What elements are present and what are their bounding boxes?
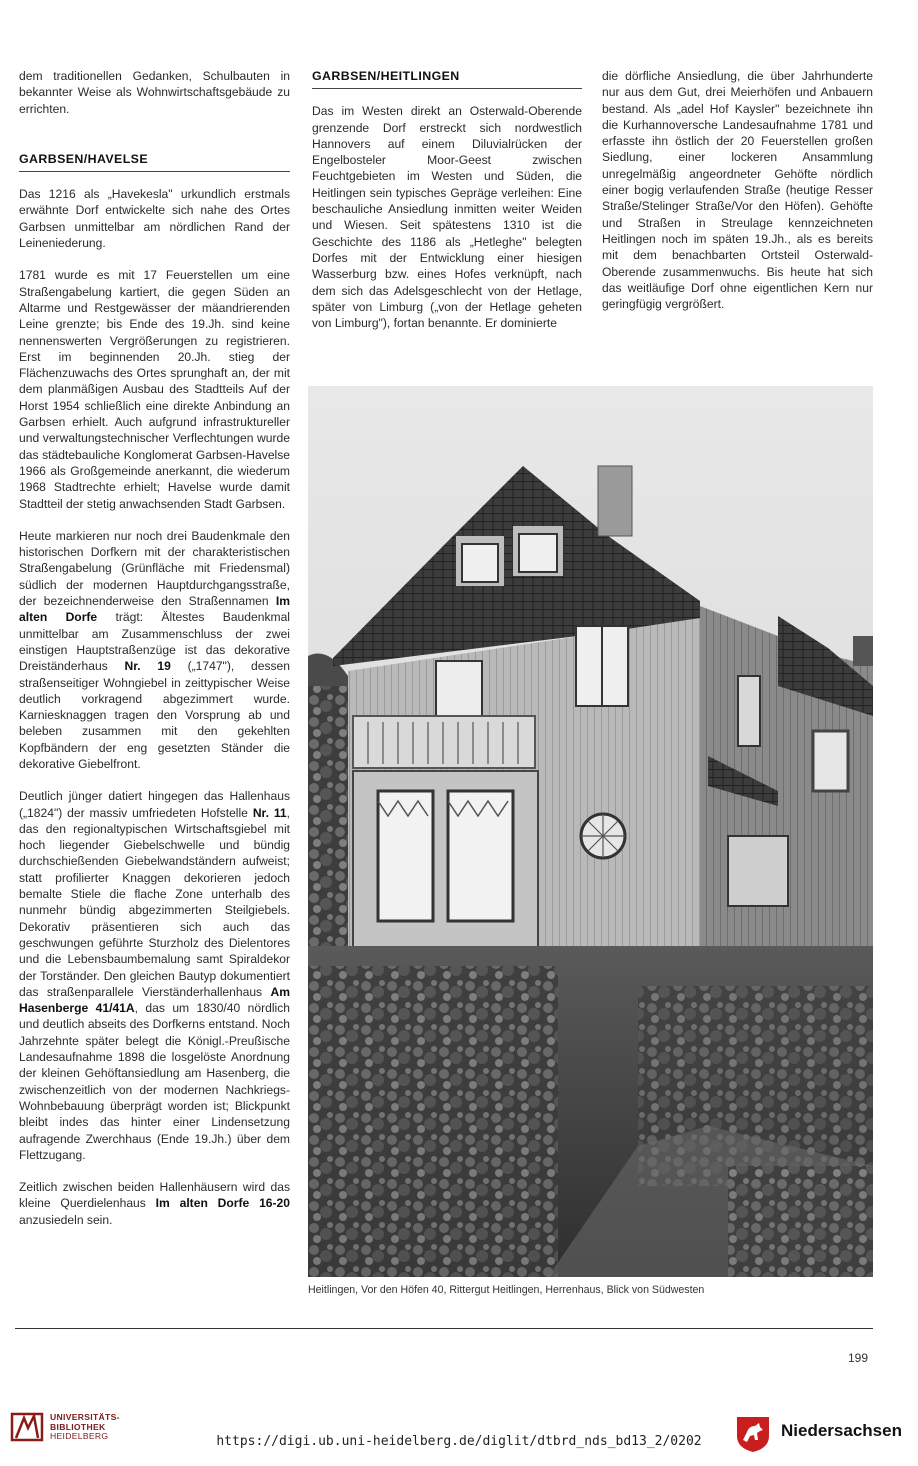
paragraph: Das 1216 als „Havekesla" urkundlich erstmals erwähnte Dorf entwickelte sich nahe des Ortes Garbsen unmittelbar am nördlichen Rand der Leineniederung. xyxy=(19,187,290,251)
footer-bar xyxy=(0,1396,918,1466)
text-column-1 xyxy=(19,68,290,1244)
uni-line: BIBLIOTHEK xyxy=(50,1421,106,1432)
source-url-link[interactable]: https://digi.ub.uni-heidelberg.de/diglit/dtbrd_nds_bd13_2/0202 xyxy=(216,1434,702,1449)
intro-paragraph: dem traditionellen Gedanken, Schulbauten in bekannter Weise als Wohnwirtschaftsgebäude zu errichten. xyxy=(19,69,290,116)
footer-rule xyxy=(15,1328,873,1329)
uni-line: UNIVERSITÄTS- xyxy=(50,1412,120,1422)
text-span: , das um 1830/40 nördlich und deutlich abseits des Dorfkerns entstand. Noch Jahrzehnte später belegt die Königl.-Preußische Landesaufnahme 1898 die losgelöste Anordnung der kleinen Gehöftansiedlung am Hasenberg, die zwischenzeitlich von der modernen Nachkriegs-Wohnbebauung überprägt worden ist; Blickpunkt bleibt indes das hinter einer Lindensetzung aufragende Zwerchhaus (Ende 19.Jh.) über dem Flettzugang. xyxy=(19,1001,290,1162)
text-span: („1747"), dessen straßenseitiger Wohngiebel in zeittypischer Weise deutlich vorkragend abgezimmert wurde. Karniesknaggen tragen den Vorsprung ab und beleben zusammen mit den gekehlten Kopfbändern der eng gesetzten Ständer die dekorative Giebelfront. xyxy=(19,659,290,771)
niedersachsen-label: Niedersachsen xyxy=(781,1421,902,1440)
street-name-bold: Im alten Dorfe 16-20 xyxy=(155,1196,290,1211)
street-name-bold: Am Hasenberge 41/41A xyxy=(19,984,290,1016)
section-heading-havelse: GARBSEN/HAVELSE xyxy=(19,151,290,172)
text-column-3 xyxy=(602,68,873,328)
text-span: , das den regionaltypischen Wirtschaftsgiebel mit hoch liegender Giebelschwelle und bündig durchschießenden Giebelwandständern aufweist; statt profilierter Knaggen dekorieren jedoch bemalte Stiele die flache Zone unterhalb des nunmehr bündig abgezimmerten Steilgiebels. Dekorativ präsentieren sich auch das geschwungen geführte Sturzholz des Dielentores und die Lebensbaumbemalung samt Spiraldekor der Torständer. Den gleichen Bautyp dokumentiert das straßenparallele Vierständerhallenhaus xyxy=(19,805,291,999)
house-number-bold: Nr. 19 xyxy=(124,659,171,674)
paragraph xyxy=(19,1179,290,1228)
paragraph xyxy=(19,528,290,772)
text-span: anzusiedeln sein. xyxy=(19,1212,113,1227)
uni-line: HEIDELBERG xyxy=(50,1431,109,1441)
niedersachsen-horse-icon xyxy=(733,1414,773,1459)
house-number-bold: Nr. 11 xyxy=(252,805,287,820)
text-span: Zeitlich zwischen beiden Hallenhäusern wird das kleine Querdielenhaus xyxy=(19,1180,290,1211)
photo-caption: Heitlingen, Vor den Höfen 40, Rittergut Heitlingen, Herrenhaus, Blick von Südwesten xyxy=(308,1284,705,1296)
text-span: Deutlich jünger datiert hingegen das Hallenhaus („1824") der massiv umfriedeten Hofstelle xyxy=(19,789,290,820)
street-name-bold: Im alten Dorfe xyxy=(19,594,290,625)
section-heading-heitlingen: GARBSEN/HEITLINGEN xyxy=(312,68,582,89)
text-span: trägt: Ältestes Baudenkmal unmittelbar am Zusammenschluss der zwei einstigen Hauptstraßenzüge ist das dekorative Dreiständerhaus xyxy=(19,610,290,674)
paragraph xyxy=(19,788,290,1163)
page-number: 199 xyxy=(848,1351,869,1365)
text-column-2 xyxy=(312,68,582,347)
paragraph: die dörfliche Ansiedlung, die über Jahrhunderte nur aus dem Gut, drei Meierhöfen und Anbauern bestand. Als „adel Hof Kaysler" bezeichnete ihn die Kurhannoversche Landesaufnahme 1781 und erfasste ihn östlich der 20 Feuerstellen großen Siedlung, einer lockeren Ansammlung unregelmäßig angeordneter Gehöfte nördlich einer bogig verlaufenden Straße (heutige Resser Straße/Stelinger Straße/Vor den Höfen). Gehöfte und Straßen in Streulage kennzeichneten Heitlingen noch im späten 19.Jh., als es bereits mit dem benachbarten Ortsteil Osterwald-Oberende zusammenwuchs. Bis heute hat sich das weitläufige Dorf ohne eigentlichen Kern nur geringfügig vergrößert. xyxy=(602,69,873,312)
text-span: Heute markieren nur noch drei Baudenkmale den historischen Dorfkern mit der charakteristischen Straßengabelung (Grünfläche mit Friedensmal) südlich der modernen Hauptdurchgangsstraße, der bezeichnenderweise den Straßennamen xyxy=(19,528,290,609)
paragraph: 1781 wurde es mit 17 Feuerstellen um eine Straßengabelung kartiert, die gegen Süden an Altarme und Restgewässer der mäandrierenden Leine grenzte; bis Ende des 19.Jh. sind keine nennenswerten Vergrößerungen zu registrieren. Erst im beginnenden 20.Jh. stieg der Flächenzuwachs des Ortes sprunghaft an, der mit dem planmäßigen Ausbau des Stadtteils Auf der Horst 1954 schließlich eine direkte Anbindung an Garbsen erhielt. Auch aufgrund infrastruktureller und verwaltungstechnischer Verflechtungen wurde das städtebauliche Konglomerat Garbsen-Havelse 1966 als Großgemeinde anerkannt, die wiederum 1968 Stadtrechte erhielt; Havelse wurde damit Stadtteil der stetig anwachsenden Stadt Garbsen. xyxy=(19,268,290,511)
paragraph: Das im Westen direkt an Osterwald-Oberende grenzende Dorf erstreckt sich nordwestlich Hannovers auf einem Diluvialrücken der Engelbosteler Moor-Geest zwischen Feuchtgebieten im Westen und Süden, die Heitlingen sein typisches Gepräge verleihen: Eine beschauliche Ansiedlung inmitten weiter Weiden und Wiesen. Seit spätestens 1310 ist die Geschichte des 1186 als „Hetleghe" belegten Dorfes mit der Entwicklung einer hiesigen Wasserburg bzw. eines Hofes verknüpft, nach dem sich das Adelsgeschlecht von der Hetlage, später von Limburg („von der Hetlage geheten von Limburg"), fortan benannte. Er dominierte xyxy=(312,104,582,331)
house-photo xyxy=(308,386,873,1277)
